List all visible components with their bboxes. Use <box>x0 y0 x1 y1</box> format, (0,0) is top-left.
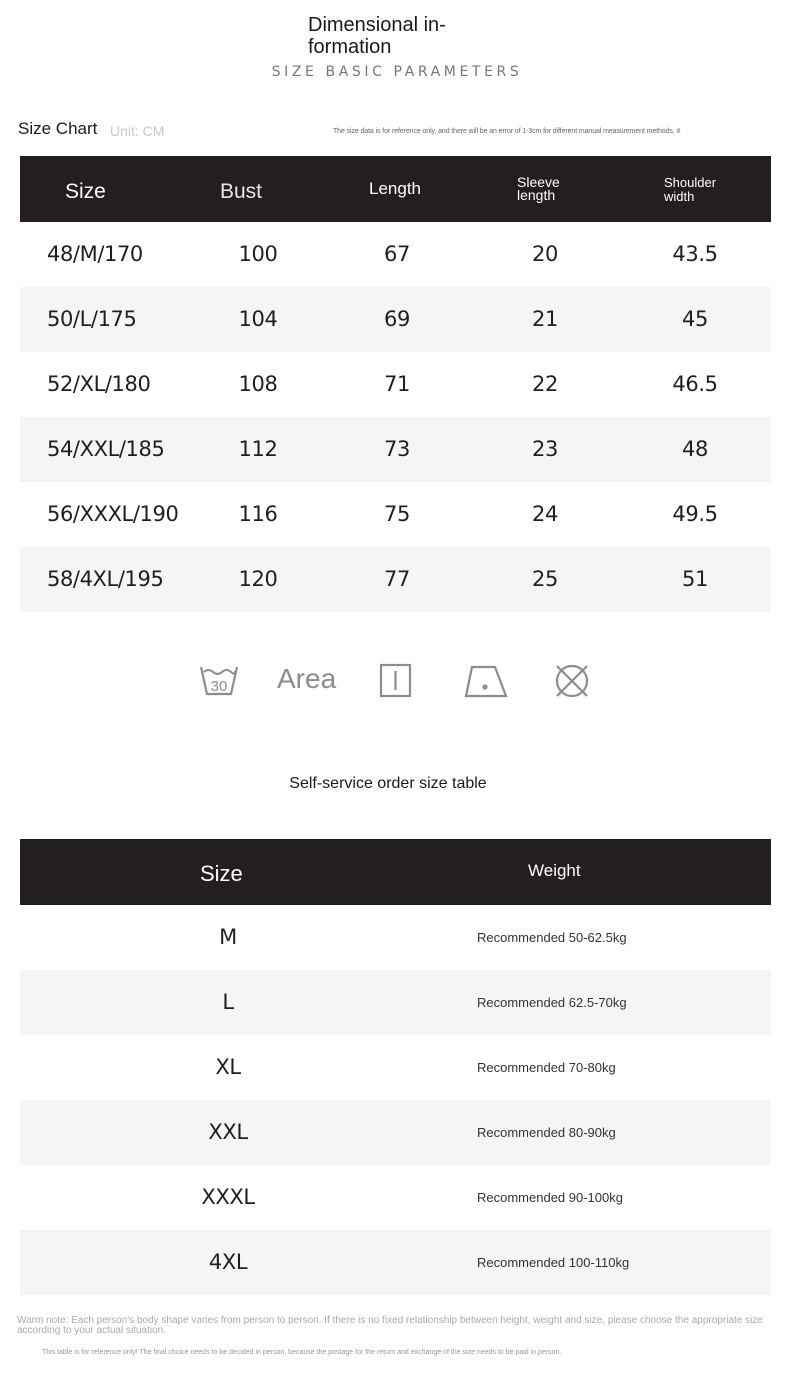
wash-temperature: 30 <box>210 678 228 695</box>
wash-30-icon <box>198 662 240 698</box>
cell-sleeve: 20 <box>532 242 558 266</box>
cell-weight: Recommended 62.5-70kg <box>477 995 627 1010</box>
cell-size: 58/4XL/195 <box>47 567 164 591</box>
cell-shoulder: 43.5 <box>672 242 718 266</box>
column-header-shoulder-line2: width <box>664 189 695 204</box>
cell-bust: 120 <box>238 567 278 591</box>
cell-shoulder: 48 <box>682 437 708 461</box>
cell-weight: Recommended 50-62.5kg <box>477 930 627 945</box>
table-row <box>20 1230 771 1295</box>
cell-shoulder: 45 <box>682 307 708 331</box>
table-row <box>20 905 771 970</box>
warm-note: Warm note: Each person's body shape varies from person to person. If there is no fixed relationship between height, weight and size, please choose the appropriate size according to your actual situation. <box>17 1315 763 1336</box>
page-subtitle: SIZE BASIC PARAMETERS <box>271 64 523 80</box>
cell-sleeve: 21 <box>532 307 558 331</box>
cell-bust: 104 <box>238 307 278 331</box>
cell-length: 67 <box>384 242 410 266</box>
cell-shoulder: 49.5 <box>672 502 718 526</box>
table-row <box>20 1035 771 1100</box>
cell-length: 71 <box>384 372 410 396</box>
table-row <box>20 417 771 482</box>
size-chart-table <box>20 156 771 612</box>
column-header-size: Size <box>65 180 106 203</box>
cell-length: 77 <box>384 567 410 591</box>
column-header-sleeve-length <box>517 176 560 202</box>
size-chart-note: The size data is for reference only, and there will be an error of 1-3cm for different manual measurement methods. # <box>333 128 681 135</box>
cell-size: XL <box>215 1055 241 1079</box>
cell-size: 54/XXL/185 <box>47 437 165 461</box>
table-row <box>20 482 771 547</box>
column-header-shoulder-line1: Shoulder <box>664 175 717 190</box>
cell-length: 75 <box>384 502 410 526</box>
cell-bust: 116 <box>238 502 278 526</box>
cell-sleeve: 24 <box>532 502 558 526</box>
cell-size: L <box>222 990 234 1014</box>
cell-bust: 108 <box>238 372 278 396</box>
page-title: Dimensional in-formation <box>308 14 446 58</box>
cell-bust: 112 <box>238 437 278 461</box>
cell-length: 69 <box>384 307 410 331</box>
cell-bust: 100 <box>238 242 278 266</box>
cell-size: 4XL <box>208 1250 248 1274</box>
table-row <box>20 287 771 352</box>
table-row <box>20 970 771 1035</box>
size-chart-label: Size Chart <box>18 119 98 138</box>
cell-shoulder: 51 <box>682 567 708 591</box>
order-size-table <box>20 839 771 1295</box>
table-row <box>20 1165 771 1230</box>
size-chart-header <box>20 156 771 222</box>
order-table-title: Self-service order size table <box>289 775 487 792</box>
column-header-size: Size <box>200 861 243 886</box>
cell-size: 48/M/170 <box>47 242 143 266</box>
table-row <box>20 352 771 417</box>
column-header-bust: Bust <box>220 180 263 203</box>
hang-dry-icon <box>379 663 413 699</box>
table-row <box>20 222 771 287</box>
cell-size: 56/XXXL/190 <box>47 502 179 526</box>
cell-weight: Recommended 80-90kg <box>477 1125 616 1140</box>
iron-low-icon <box>463 663 509 699</box>
cell-length: 73 <box>384 437 410 461</box>
order-table-header <box>20 839 771 905</box>
cell-shoulder: 46.5 <box>672 372 718 396</box>
table-row <box>20 1100 771 1165</box>
column-header-weight: Weight <box>528 861 581 880</box>
cell-size: XXL <box>208 1120 248 1144</box>
cell-size: 52/XL/180 <box>47 372 151 396</box>
cell-size: XXXL <box>201 1185 255 1209</box>
cell-weight: Recommended 100-110kg <box>477 1255 630 1270</box>
column-header-shoulder-width <box>664 176 716 204</box>
cell-size: M <box>219 925 237 949</box>
table-row <box>20 547 771 612</box>
fine-print: This table is for reference only! The final choice needs to be decided in person, because the postage for the return and exchange of the size needs to be paid in person. <box>42 1349 562 1356</box>
cell-size: 50/L/175 <box>47 307 137 331</box>
cell-weight: Recommended 90-100kg <box>477 1190 623 1205</box>
column-header-length: Length <box>369 179 421 198</box>
cell-sleeve: 25 <box>532 567 558 591</box>
cell-sleeve: 23 <box>532 437 558 461</box>
size-chart-unit: Unit: CM <box>110 123 165 139</box>
area-label: Area <box>277 663 337 694</box>
column-header-sleeve-line2: length <box>517 187 556 203</box>
cell-sleeve: 22 <box>532 372 558 396</box>
column-header-sleeve-line1: Sleeve <box>517 174 560 190</box>
no-dry-clean-icon <box>553 662 591 700</box>
cell-weight: Recommended 70-80kg <box>477 1060 616 1075</box>
